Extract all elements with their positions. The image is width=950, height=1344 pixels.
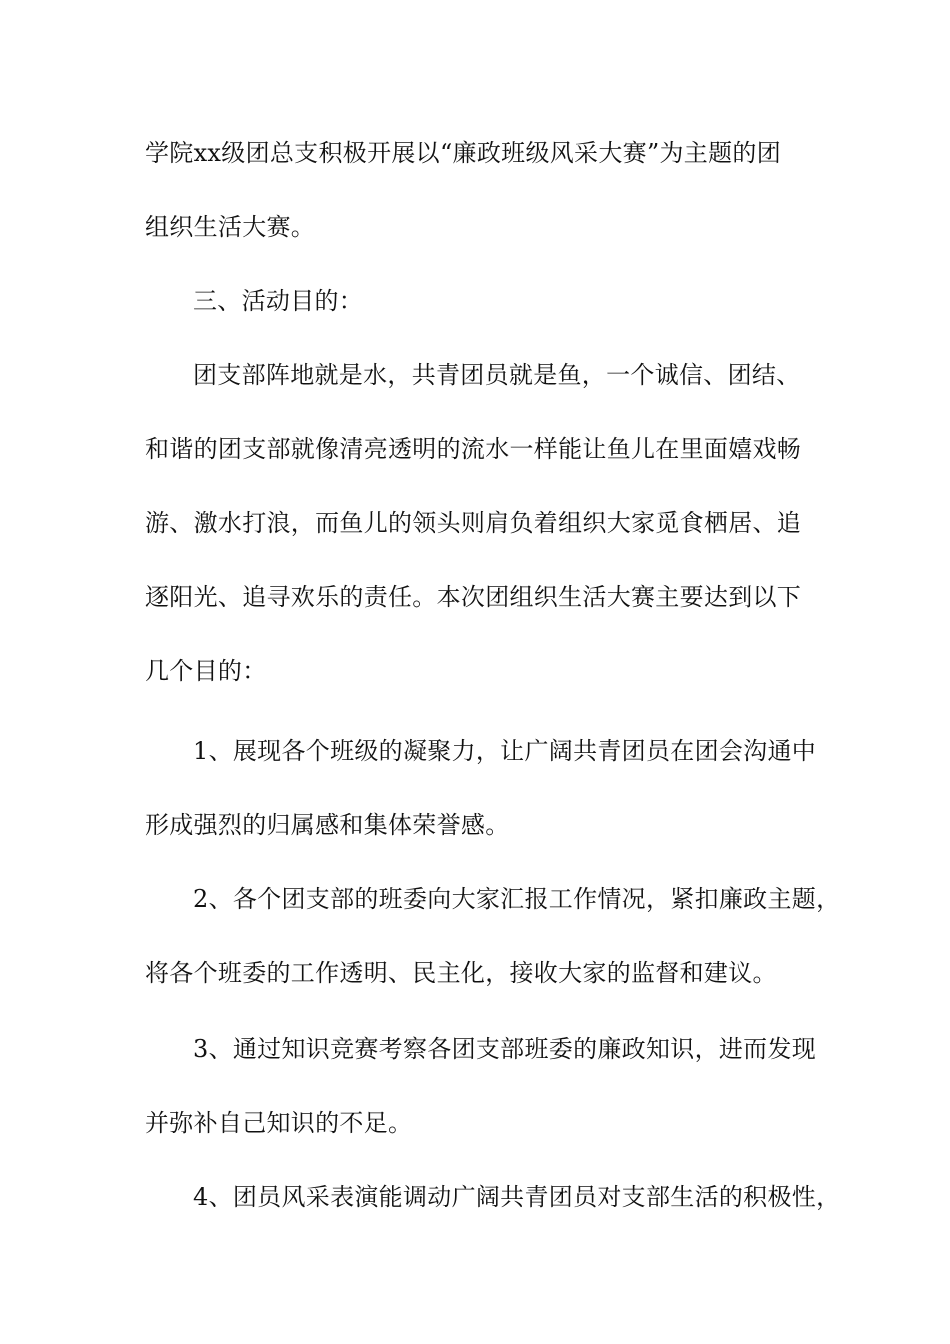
paragraph-line: 学院xx级团总支积极开展以“廉政班级风采大赛”为主题的团 (145, 139, 782, 167)
paragraph-line: 和谐的团支部就像清亮透明的流水一样能让鱼儿在里面嬉戏畅 (145, 435, 802, 463)
list-item-line: 将各个班委的工作透明、民主化，接收大家的监督和建议。 (145, 959, 777, 987)
list-item-line: 并弥补自己知识的不足。 (145, 1109, 413, 1137)
paragraph-line: 团支部阵地就是水，共青团员就是鱼，一个诚信、团结、 (193, 361, 801, 389)
paragraph-line: 游、激水打浪，而鱼儿的领头则肩负着组织大家觅食栖居、追 (145, 509, 802, 537)
list-item-line: 1、展现各个班级的凝聚力，让广阔共青团员在团会沟通中 (193, 737, 817, 765)
list-item-line: 2、各个团支部的班委向大家汇报工作情况，紧扣廉政主题， (193, 885, 841, 913)
list-item-line: 4、团员风采表演能调动广阔共青团员对支部生活的积极性， (193, 1183, 841, 1211)
paragraph-line: 逐阳光、追寻欢乐的责任。本次团组织生活大赛主要达到以下 (145, 583, 802, 611)
paragraph-line: 组织生活大赛。 (145, 213, 316, 241)
list-item-line: 3、通过知识竞赛考察各团支部班委的廉政知识，进而发现 (193, 1035, 817, 1063)
paragraph-line: 几个目的： (145, 657, 267, 685)
list-item-line: 形成强烈的归属感和集体荣誉感。 (145, 811, 510, 839)
section-heading: 三、活动目的： (193, 287, 364, 315)
